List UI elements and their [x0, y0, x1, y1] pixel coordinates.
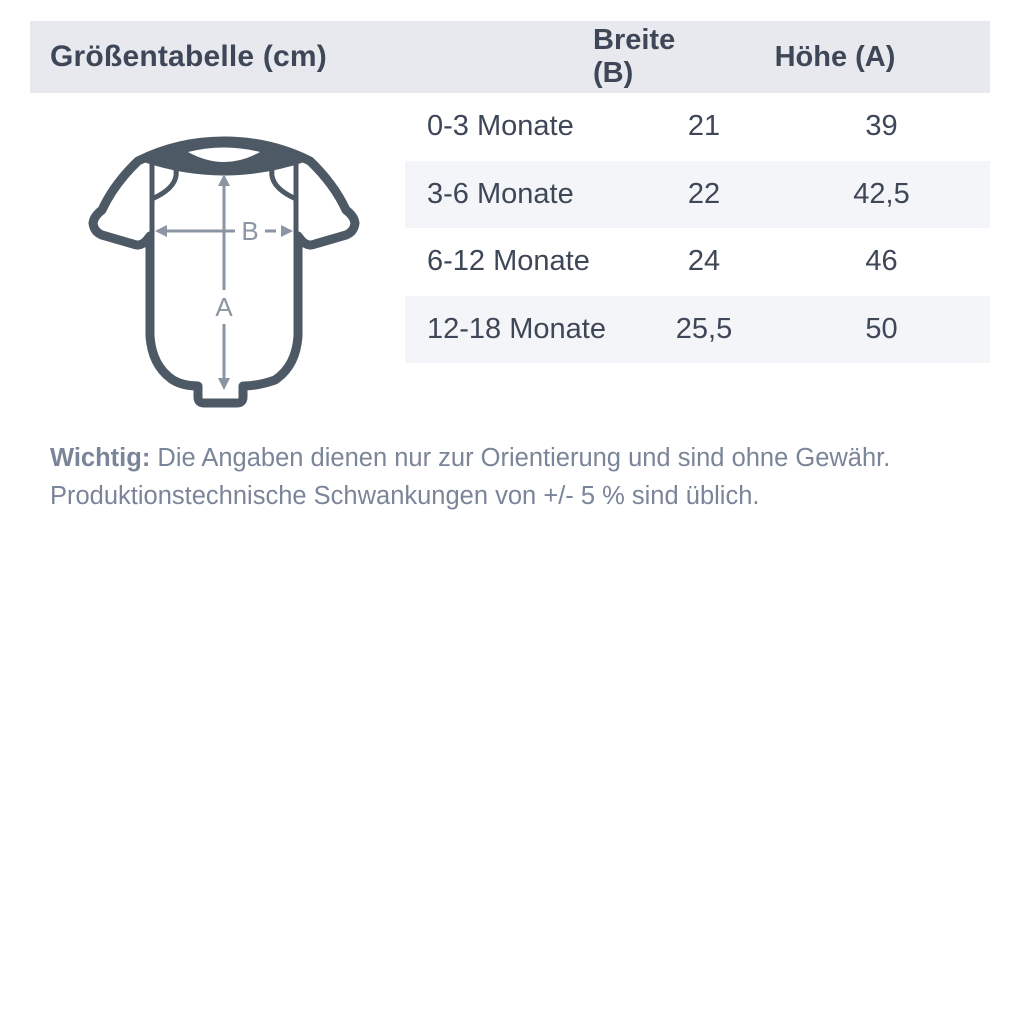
breite-value: 21: [687, 110, 721, 143]
size-table: [405, 93, 990, 363]
table-row: [405, 296, 990, 364]
column-header-breite: Breite (B): [593, 24, 676, 89]
size-label: 6-12 Monate: [427, 245, 590, 278]
page-title: Größentabelle (cm): [50, 40, 327, 73]
size-label: 3-6 Monate: [427, 177, 574, 210]
hoehe-value: 39: [865, 110, 898, 143]
breite-value: 22: [687, 177, 721, 210]
breite-value: 25,5: [675, 312, 733, 345]
hoehe-value: 50: [865, 312, 898, 345]
size-label: 12-18 Monate: [427, 312, 606, 345]
bodysuit-diagram: [88, 136, 360, 408]
table-row: [405, 228, 990, 296]
hoehe-value: 46: [865, 245, 898, 278]
breite-value: 24: [687, 245, 721, 278]
table-row: [405, 93, 990, 161]
width-arrow-label: B: [241, 216, 259, 246]
note-line2: Produktionstechnische Schwankungen von +/- 5 % sind üblich.: [50, 481, 760, 510]
column-header-hoehe: Höhe (A): [774, 40, 896, 73]
size-label: 0-3 Monate: [427, 110, 574, 143]
note-prefix: Wichtig:: [50, 444, 151, 472]
hoehe-value: 42,5: [853, 177, 910, 210]
disclaimer-note: [50, 440, 980, 515]
table-row: [405, 161, 990, 229]
height-arrow-label: A: [215, 292, 233, 322]
note-line1: Die Angaben dienen nur zur Orientierung und sind ohne Gewähr.: [150, 444, 891, 472]
table-header: [30, 21, 990, 93]
